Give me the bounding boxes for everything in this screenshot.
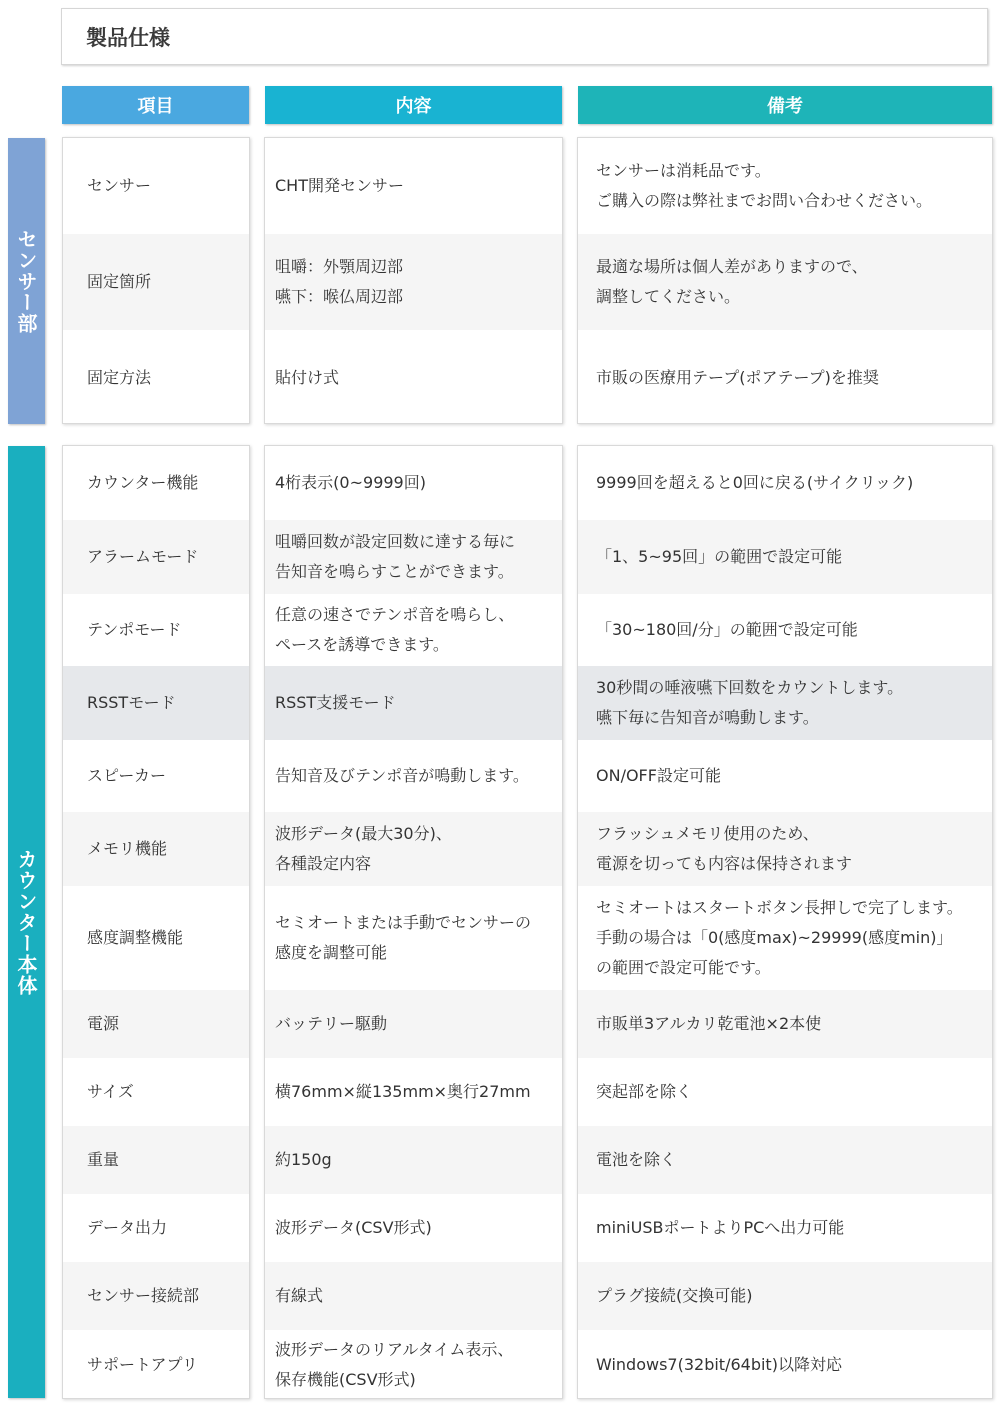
cell-line: 約150g [275,1150,332,1169]
table-cell-note [578,138,992,234]
table-cell-item [63,990,249,1058]
table-cell-content [265,740,562,812]
cell-line: の範囲で設定可能です。 [596,958,771,977]
cell-line: 咀嚼回数が設定回数に達する毎に [275,532,516,551]
cell-text [596,363,879,393]
cell-text [87,834,167,864]
cell-line: CHT開発センサー [275,176,404,195]
cell-line: センサー [87,176,152,195]
cell-line: 固定方法 [87,367,152,387]
table-cell-item [63,446,249,520]
cell-text [596,673,903,733]
cell-text [596,1281,753,1311]
cell-line: 「1、5~95回」の範囲で設定可能 [596,547,843,566]
cell-text [87,542,198,572]
cell-text [87,688,176,718]
cell-text [275,819,452,879]
table-cell-content [265,234,562,330]
table-cell-item [63,594,249,666]
cell-line: バッテリー駆動 [275,1014,388,1033]
column-header-content: 内容 [265,86,562,124]
table-cell-content [265,138,562,234]
column-content-group-1 [264,445,563,1399]
cell-line: 保存機能(CSV形式) [275,1370,416,1389]
table-cell-content [265,446,562,520]
page-title: 製品仕様 [61,8,988,65]
cell-line: スピーカー [87,766,167,785]
table-cell-note [578,520,992,594]
table-cell-content [265,1194,562,1262]
cell-line: 電源 [87,1014,120,1033]
cell-text [87,1009,119,1039]
cell-line: 「30~180回/分」の範囲で設定可能 [596,620,858,639]
table-cell-content [265,1330,562,1399]
cell-line: ON/OFF設定可能 [596,766,721,785]
table-cell-item [63,886,249,990]
cell-text [596,1009,821,1039]
table-cell-item [63,812,249,886]
cell-line: 告知音を鳴らすことができます。 [275,562,514,581]
cell-line: 9999回を超えると0回に戻る(サイクリック) [596,473,914,492]
cell-text [87,761,166,791]
cell-line: アラームモード [87,547,199,566]
cell-text [275,468,426,498]
cell-text [275,252,403,312]
column-header-item: 項目 [62,86,249,124]
table-cell-content [265,886,562,990]
table-cell-item [63,138,249,234]
table-cell-note [578,330,992,424]
cell-text [275,527,515,587]
cell-line: サポートアプリ [87,1355,198,1374]
column-note-group-1 [577,445,993,1399]
table-cell-note [578,990,992,1058]
cell-line: 固定箇所 [87,272,152,291]
cell-text [87,1213,167,1243]
cell-line: 嚥下毎に告知音が鳴動します。 [596,708,819,727]
cell-line: 市販単3アルカリ乾電池×2本使 [596,1014,822,1033]
cell-text [87,1281,199,1311]
cell-text [87,1350,198,1380]
cell-line: データ出力 [87,1218,168,1237]
column-note-group-0 [577,137,993,424]
table-cell-note [578,1126,992,1194]
table-cell-note [578,1058,992,1126]
table-cell-content [265,666,562,740]
table-cell-content [265,1058,562,1126]
cell-line: miniUSBポートよりPCへ出力可能 [596,1218,845,1237]
table-cell-content [265,990,562,1058]
table-cell-note [578,1262,992,1330]
cell-line: 波形データのリアルタイム表示、 [275,1340,514,1359]
cell-text [275,600,514,660]
cell-text [87,171,151,201]
table-cell-item [63,520,249,594]
table-cell-content [265,812,562,886]
cell-text [596,1077,692,1107]
cell-text [275,908,531,968]
table-cell-note [578,740,992,812]
cell-line: サイズ [87,1082,134,1101]
table-cell-note [578,234,992,330]
cell-text [596,156,932,216]
cell-line: ご購入の際は弊社までお問い合わせください。 [596,191,933,210]
table-cell-item [63,1058,249,1126]
table-cell-item [63,1126,249,1194]
cell-text [275,1145,332,1175]
table-cell-content [265,594,562,666]
cell-text [596,615,858,645]
cell-text [596,468,913,498]
cell-text [87,1077,134,1107]
cell-line: ペースを誘導できます。 [275,635,449,654]
table-cell-item [63,234,249,330]
cell-text [87,1145,119,1175]
table-cell-item [63,330,249,424]
column-item-group-1 [62,445,250,1399]
cell-text [275,171,404,201]
cell-line: プラグ接続(交換可能) [596,1286,753,1305]
cell-line: 重量 [87,1150,120,1169]
cell-line: 調整してください。 [596,287,741,306]
cell-line: 4桁表示(0~9999回) [275,473,426,492]
column-header-note: 備考 [578,86,992,124]
table-cell-note [578,666,992,740]
table-cell-content [265,520,562,594]
cell-text [87,267,151,297]
cell-line: Windows7(32bit/64bit)以降対応 [596,1355,842,1374]
cell-text [596,252,868,312]
cell-line: 貼付け式 [275,367,340,387]
table-cell-content [265,1262,562,1330]
cell-text [87,923,183,953]
cell-line: 30秒間の唾液嚥下回数をカウントします。 [596,678,904,697]
cell-text [596,542,842,572]
cell-text [275,1077,531,1107]
cell-line: 任意の速さでテンポ音を鳴らし、 [275,605,515,624]
cell-line: フラッシュメモリ使用のため、 [596,824,819,843]
column-content-group-0 [264,137,563,424]
cell-line: 告知音及びテンポ音が鳴動します。 [275,766,529,785]
cell-line: 咀嚼：外顎周辺部 [275,257,404,276]
group-label-sensor: センサー部 [8,138,45,424]
column-item-group-0 [62,137,250,424]
table-cell-note [578,1194,992,1262]
cell-text [596,819,852,879]
cell-line: 電源を切っても内容は保持されます [596,854,853,873]
cell-line: 波形データ(最大30分)、 [275,824,452,843]
cell-line: 各種設定内容 [275,854,372,873]
table-cell-content [265,1126,562,1194]
table-cell-note [578,446,992,520]
cell-text [596,1145,676,1175]
table-cell-item [63,1262,249,1330]
cell-text [596,893,963,983]
cell-line: センサーは消耗品です。 [596,161,771,180]
cell-text [275,688,396,718]
table-cell-item [63,1194,249,1262]
cell-line: セミオートまたは手動でセンサーの [275,913,532,932]
cell-line: 感度を調整可能 [275,943,388,962]
cell-line: セミオートはスタートボタン長押しで完了します。 [596,898,963,917]
table-cell-note [578,812,992,886]
cell-line: 波形データ(CSV形式) [275,1218,432,1237]
table-cell-item [63,1330,249,1399]
cell-line: 横76mm×縦135mm×奥行27mm [275,1082,531,1101]
cell-text [275,1009,387,1039]
cell-text [596,1350,842,1380]
cell-text [596,1213,844,1243]
cell-line: メモリ機能 [87,839,168,858]
cell-line: 電池を除く [596,1150,677,1169]
cell-line: 最適な場所は個人差がありますので、 [596,257,868,276]
cell-line: 感度調整機能 [87,928,184,947]
cell-line: センサー接続部 [87,1286,200,1305]
cell-line: 手動の場合は「0(感度max)~29999(感度min)」 [596,928,953,947]
cell-text [596,761,721,791]
cell-line: 突起部を除く [596,1082,693,1101]
cell-line: テンポモード [87,620,182,639]
table-cell-note [578,886,992,990]
cell-line: RSSTモード [87,693,176,712]
cell-text [87,363,151,393]
cell-text [275,1213,432,1243]
cell-text [87,615,182,645]
cell-line: 市販の医療用テープ(ポアテープ)を推奨 [596,367,879,387]
cell-line: 嚥下：喉仏周辺部 [275,287,404,306]
cell-text [87,468,198,498]
group-label-counter: カウンター本体 [8,446,45,1398]
cell-text [275,761,529,791]
cell-text [275,1335,513,1395]
cell-text [275,363,339,393]
cell-line: 有線式 [275,1286,324,1305]
table-cell-item [63,740,249,812]
cell-line: カウンター機能 [87,473,199,492]
table-cell-note [578,594,992,666]
table-cell-item [63,666,249,740]
table-cell-note [578,1330,992,1399]
cell-text [275,1281,323,1311]
cell-line: RSST支援モード [275,693,396,712]
table-cell-content [265,330,562,424]
